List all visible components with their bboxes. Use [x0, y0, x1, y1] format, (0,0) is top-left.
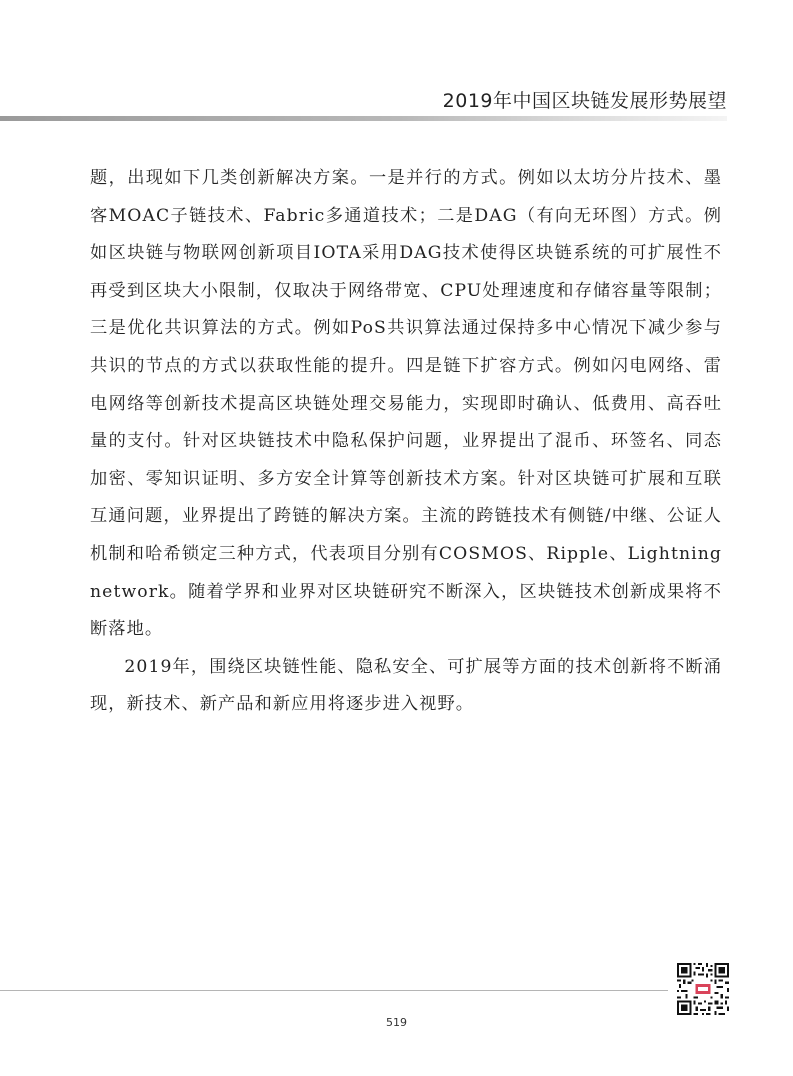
body-text	[90, 160, 722, 724]
paragraph: 2019年，围绕区块链性能、隐私安全、可扩展等方面的技术创新将不断涌现，新技术、新产品和新应用将逐步进入视野。	[90, 656, 722, 715]
paragraph: 题，出现如下几类创新解决方案。一是并行的方式。例如以太坊分片技术、墨客MOAC子链技术、Fabric多通道技术；二是DAG（有向无环图）方式。例如区块链与物联网创新项目IOTA采用DAG技术使得区块链系统的可扩展性不再受到区块大小限制，仅取决于网络带宽、CPU处理速度和存储容量等限制；三是优化共识算法的方式。例如PoS共识算法通过保持多中心情况下减少参与共识的节点的方式以获取性能的提升。四是链下扩容方式。例如闪电网络、雷电网络等创新技术提高区块链处理交易能力，实现即时确认、低费用、高吞吐量的支付。针对区块链技术中隐私保护问题，业界提出了混币、环签名、同态加密、零知识证明、多方安全计算等创新技术方案。针对区块链可扩展和互联互通问题，业界提出了跨链的解决方案。主流的跨链技术有侧链/中继、公证人机制和哈希锁定三种方式，代表项目分别有COSMOS、Ripple、Lightning network。随着学界和业界对区块链研究不断深入，区块链技术创新成果将不断落地。	[90, 168, 722, 640]
running-header: 2019年中国区块链发展形势展望	[442, 90, 727, 112]
qr-code-icon	[677, 963, 729, 1015]
footer-rule	[0, 990, 668, 991]
header-rule	[0, 116, 727, 121]
page-number: 519	[386, 1016, 407, 1029]
